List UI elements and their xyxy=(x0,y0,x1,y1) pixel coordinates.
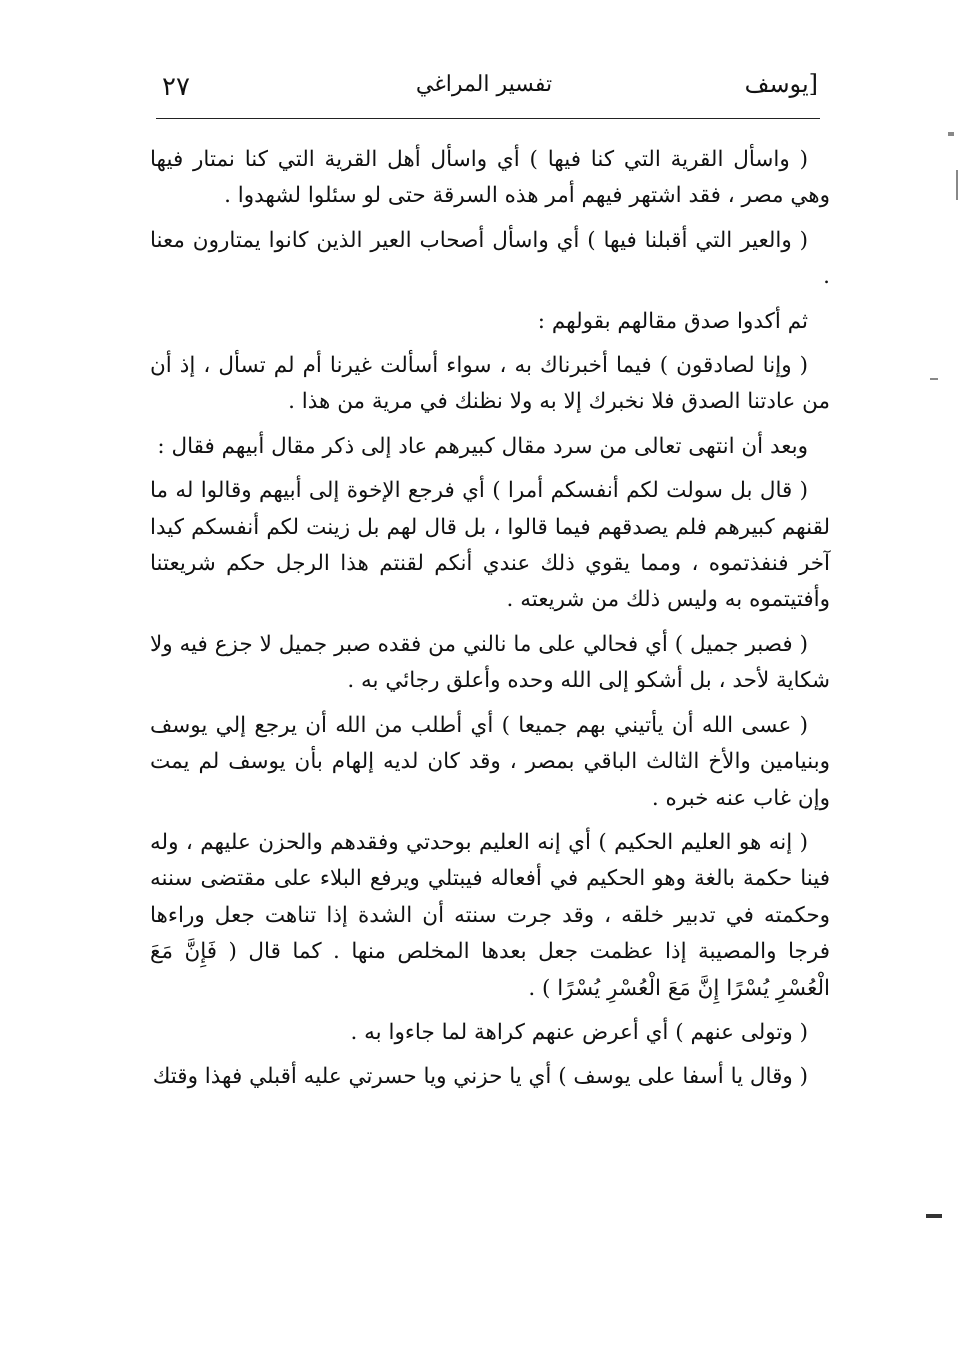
book-title: تفسير المراغي xyxy=(415,72,553,97)
scan-speck xyxy=(930,378,938,380)
paragraph: ( فصبر جميل ) أي فحالي على ما نالني من فقده صبر جميل لا جزع فيه ولا شكاية لأحد ، بل أشكو إلى الله وحده وأعلق رجائي به . xyxy=(150,631,830,694)
paragraph: ( وقال يا أسفا على يوسف ) أي يا حزني ويا حسرتي عليه أقبلي فهذا وقتك xyxy=(152,1064,808,1090)
page-header xyxy=(150,62,818,112)
header-rule xyxy=(156,118,820,119)
paragraph: ( إنه هو العليم الحكيم ) أي إنه العليم بوحدتي وفقدهم والحزن عليهم ، وله فينا حكمة بالغة وهو الحكيم في أفعاله فيبتلي ويرفع البلاء على مقتضى سننه وحكمته في تدبير خلقه ، وقد جرت سنته أن الشدة إذا تناهت جعل وراءها فرجا والمصيبة إذا عظمت جعل بعدها المخلص منها . كما قال ( فَإِنَّ مَعَ الْعُسْرِ يُسْرًا إِنَّ مَعَ الْعُسْرِ يُسْرًا ) . xyxy=(150,829,830,1001)
paragraph: وبعد أن انتهى تعالى من سرد مقال كبيرهم عاد إلى ذكر مقال أبيهم فقال : xyxy=(157,433,808,459)
scan-speck xyxy=(926,1214,942,1218)
paragraph: ( واسأل القرية التي كنا فيها ) أي واسأل أهل القرية التي كنا نمتار فيها وهي مصر ، فقد اشتهر فيهم أمر هذه السرقة حتى لو سئلوا لشهدوا . xyxy=(150,147,830,209)
paragraph: ( عسى الله أن يأتيني بهم جميعا ) أي أطلب من الله أن يرجع إلي يوسف وبنيامين والأخ الثالث الباقي بمصر ، وقد كان لديه إلهام بأن يوسف لم يمت وإن غاب عنه خبره . xyxy=(150,712,830,811)
scan-speck xyxy=(948,132,954,136)
scan-speck xyxy=(956,170,958,200)
paragraph: ثم أكدوا صدق مقالهم بقولهم : xyxy=(537,308,808,334)
paragraph: ( وإنا لصادقون ) فيما أخبرناك به ، سواء أسألت غيرنا أم لم تسأل ، إذ أن من عادتنا الصدق فلا نخبرك إلا به ولا نظنك في مرية من هذا . xyxy=(150,353,830,415)
page-body xyxy=(150,142,830,1104)
paragraph: ( وتولى عنهم ) أي أعرض عنهم كراهة لما جاءوا به . xyxy=(350,1019,808,1045)
page-number: ٢٧ xyxy=(162,72,190,102)
paragraph: ( والعير التي أقبلنا فيها ) أي واسأل أصحاب العير الذين كانوا يمتارون معنا . xyxy=(150,227,830,290)
paragraph: ( قال بل سولت لكم أنفسكم أمرا ) أي فرجع الإخوة إلى أبيهم وقالوا له ما لقنهم كبيرهم فلم يصدقهم فيما قالوا ، بل قال لهم بل زينت لكم أنفسكم كيدا آخر فنفذتموه ، ومما يقوي ذلك عندي أنكم لقنتم هذا الرجل حكم شريعتنا وأفتيتموه به وليس ذلك من شريعته . xyxy=(150,478,830,613)
surah-name: يوسف] xyxy=(744,70,818,98)
